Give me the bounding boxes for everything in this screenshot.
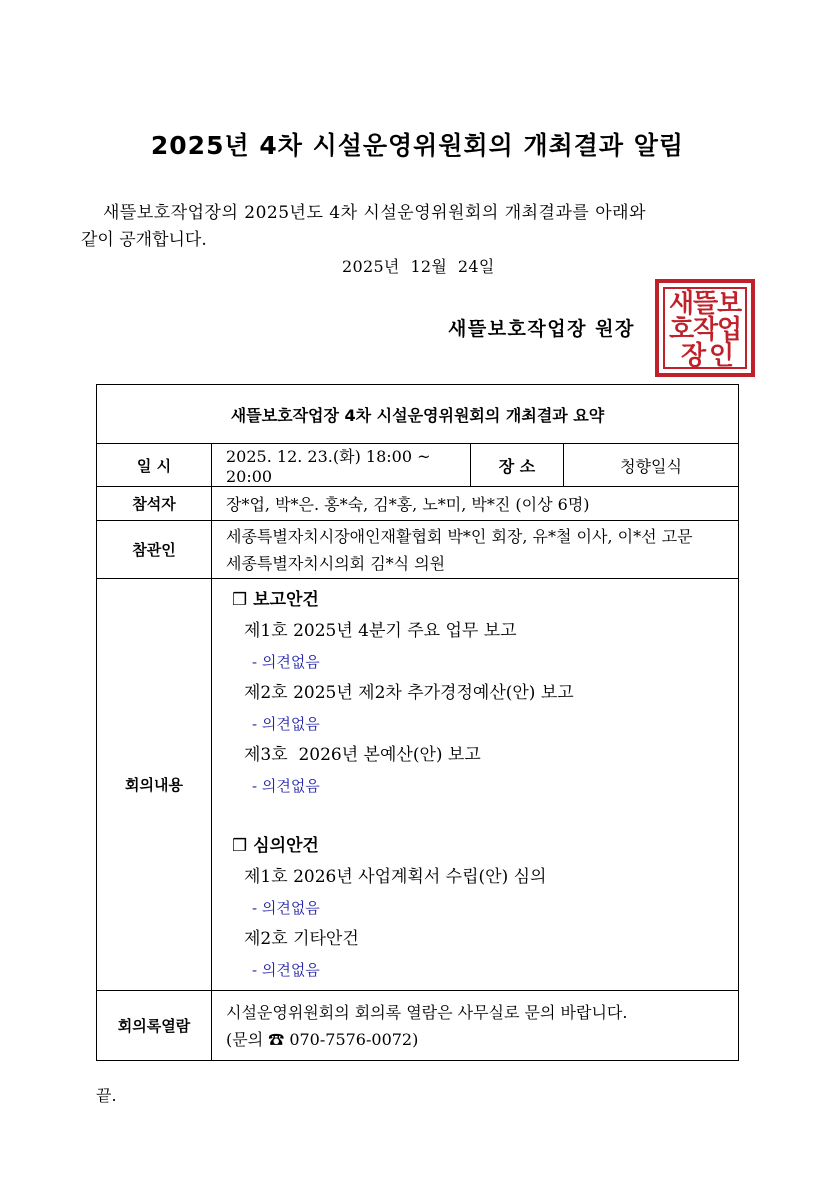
- minutes-label: 회의록열람: [97, 991, 212, 1061]
- intro-line-1: 새뜰보호작업장의 2025년도 4차 시설운영위원회의 개최결과를 아래와: [103, 203, 646, 223]
- attendees-value: 장*업, 박*은. 홍*숙, 김*홍, 노*미, 박*진 (이상 6명): [212, 487, 739, 521]
- review-opinion: - 의견없음: [252, 899, 320, 917]
- seal-glyph: 새: [669, 289, 695, 319]
- review-opinion: - 의견없음: [252, 961, 320, 979]
- seal-glyph: 작: [693, 315, 719, 345]
- minutes-line-1: 시설운영위원회의 회의록 열람은 사무실로 문의 바랍니다.: [226, 1002, 628, 1022]
- seal-glyph: 장: [681, 341, 707, 371]
- content-label: 회의내용: [97, 579, 212, 991]
- intro-line-2: 같이 공개합니다.: [81, 230, 207, 250]
- place-value: 청향일식: [564, 444, 739, 487]
- observers-line-1: 세종특별자치시장애인재활협회 박*인 회장, 유*철 이사, 이*선 고문: [226, 526, 693, 546]
- review-section-title: ❒ 심의안건: [232, 836, 319, 856]
- report-opinion: - 의견없음: [252, 715, 320, 733]
- datetime-label: 일 시: [97, 444, 212, 487]
- review-item: 제2호 기타안건: [244, 929, 359, 949]
- attendees-label: 참석자: [97, 487, 212, 521]
- report-item: 제1호 2025년 4분기 주요 업무 보고: [244, 621, 517, 641]
- review-item: 제1호 2026년 사업계획서 수립(안) 심의: [244, 867, 547, 887]
- report-opinion: - 의견없음: [252, 777, 320, 795]
- document-end-mark: 끝.: [96, 1086, 117, 1105]
- report-item: 제2호 2025년 제2차 추가경정예산(안) 보고: [244, 683, 574, 703]
- intro-paragraph: [81, 200, 753, 254]
- official-seal: [655, 279, 755, 377]
- datetime-value: 2025. 12. 23.(화) 18:00 ~ 20:00: [212, 444, 471, 487]
- document-title: 2025년 4차 시설운영위원회의 개최결과 알림: [150, 131, 685, 160]
- observers-value: [212, 521, 739, 579]
- sender-name: 새뜰보호작업장 원장: [448, 318, 635, 340]
- seal-glyph: 업: [717, 315, 743, 345]
- seal-glyph: 보: [717, 289, 743, 319]
- summary-table: [96, 384, 739, 1061]
- seal-glyph: 호: [669, 315, 695, 345]
- document-date: 2025년 12월 24일: [342, 257, 495, 276]
- report-item: 제3호 2026년 본예산(안) 보고: [244, 745, 481, 765]
- meeting-content: [212, 579, 739, 991]
- observers-line-2: 세종특별자치시의회 김*식 의원: [226, 553, 446, 573]
- minutes-line-2: (문의 ☎ 070-7576-0072): [226, 1029, 419, 1049]
- report-section-title: ❒ 보고안건: [232, 590, 319, 610]
- seal-glyph: 뜰: [693, 289, 719, 319]
- minutes-value: [212, 991, 739, 1061]
- place-label: 장 소: [471, 444, 564, 487]
- observers-label: 참관인: [97, 521, 212, 579]
- report-opinion: - 의견없음: [252, 653, 320, 671]
- seal-glyph: 인: [709, 341, 735, 371]
- summary-header: 새뜰보호작업장 4차 시설운영위원회의 개최결과 요약: [97, 385, 739, 444]
